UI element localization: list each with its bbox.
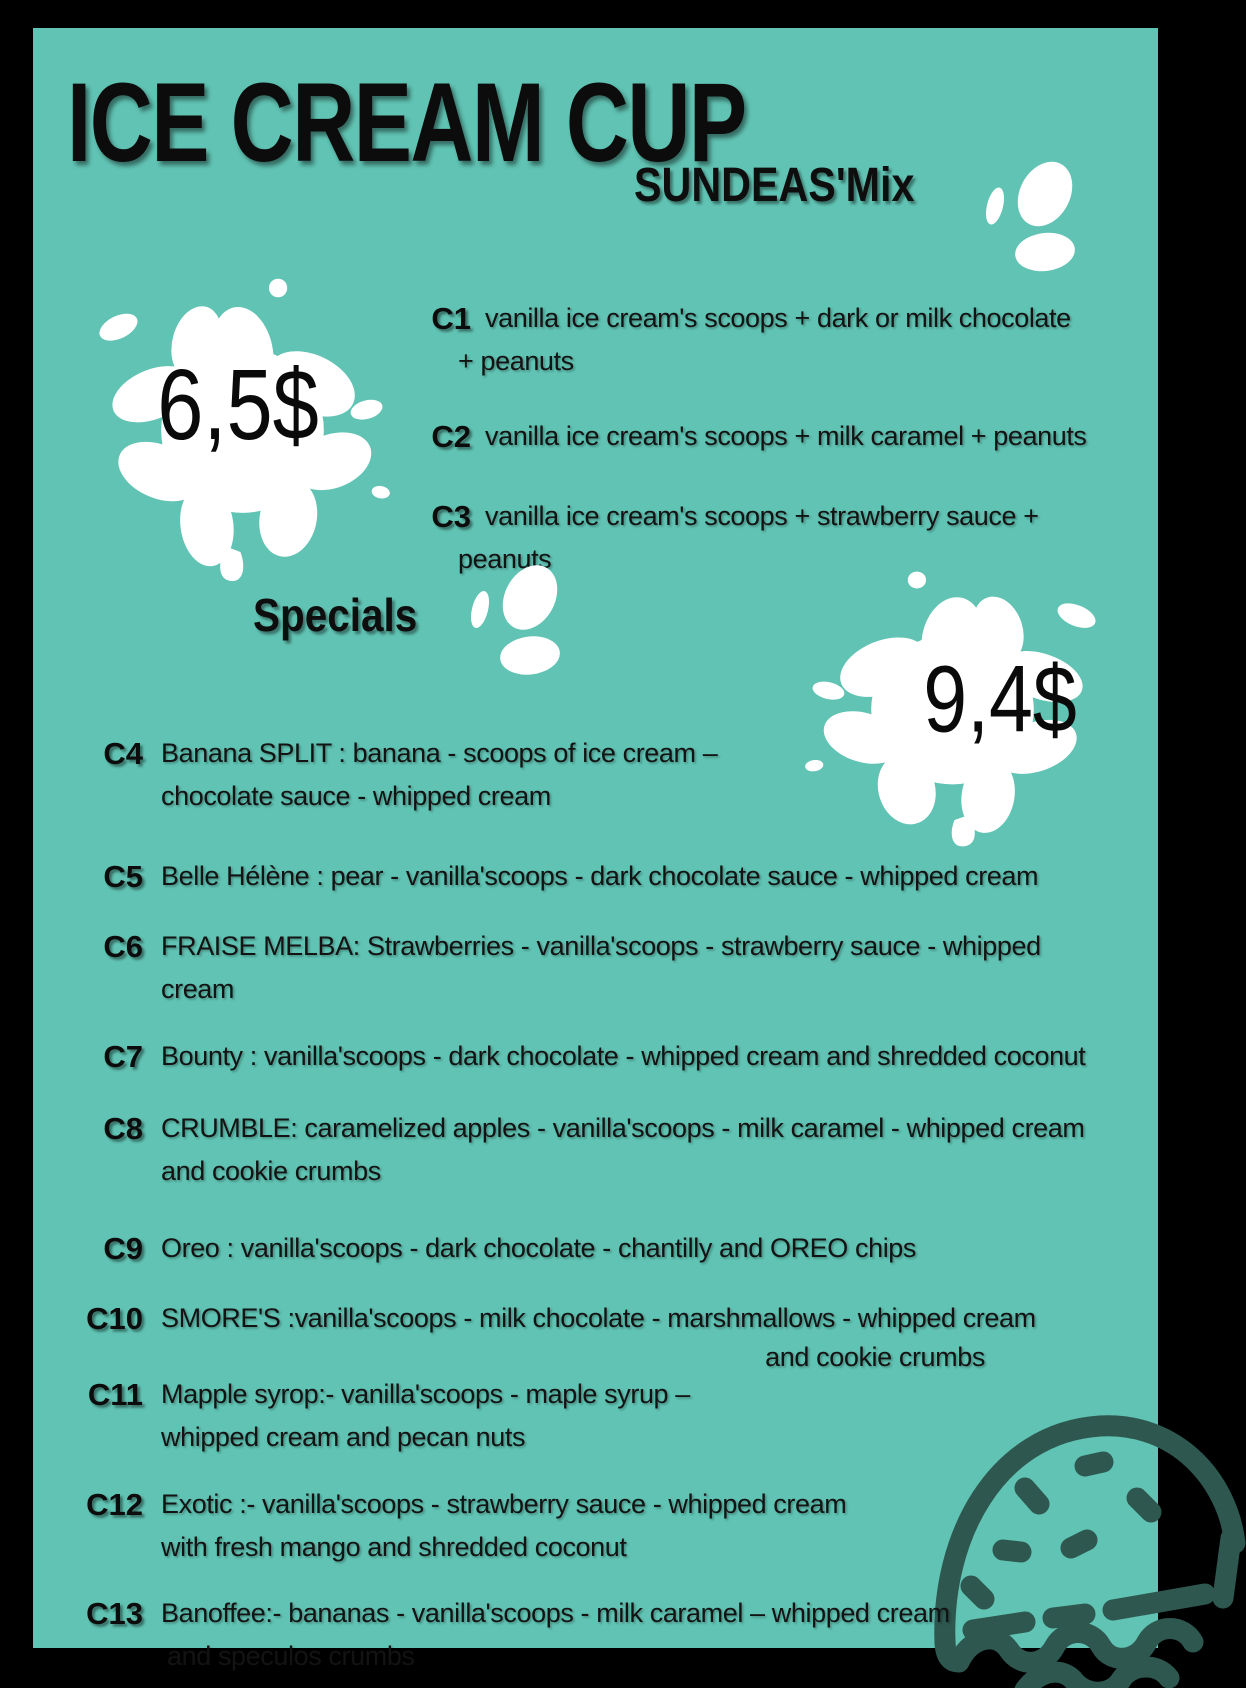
item-description: Bounty : vanilla'scoops - dark chocolate - whipped cream and shredded coconut <box>161 1041 1086 1071</box>
menu-item-c7 <box>79 1035 1085 1078</box>
item-code: C6 <box>103 929 143 964</box>
item-description: vanilla ice cream's scoops + dark or milk chocolate + peanuts <box>458 303 1071 376</box>
menu-item-c5 <box>79 855 1038 898</box>
section-title-sundaes: SUNDEAS'Mix <box>634 159 915 212</box>
item-code: C2 <box>431 419 471 454</box>
item-description: Oreo : vanilla'scoops - dark chocolate - chantilly and OREO chips <box>161 1233 917 1263</box>
price-sundaes: 6,5$ <box>157 349 319 461</box>
page-title: ICE CREAM CUP <box>67 60 746 185</box>
item-description: CRUMBLE: caramelized apples - vanilla'scoops - milk caramel - whipped cream and cookie crumbs <box>161 1113 1085 1186</box>
item-description: vanilla ice cream's scoops + strawberry sauce + peanuts <box>458 501 1039 574</box>
item-description: vanilla ice cream's scoops + milk caramel + peanuts <box>485 421 1087 451</box>
item-description: Exotic :- vanilla'scoops - strawberry sauce - whipped cream with fresh mango and shredded coconut <box>161 1489 847 1562</box>
item-description: Banoffee:- bananas - vanilla'scoops - milk caramel – whipped cream and speculos crumbs <box>161 1598 950 1671</box>
menu-item-c12 <box>79 1483 846 1569</box>
item-description: Mapple syrop:- vanilla'scoops - maple syrup – whipped cream and pecan nuts <box>161 1379 690 1452</box>
item-description: Banana SPLIT : banana - scoops of ice cream – chocolate sauce - whipped cream <box>161 738 718 811</box>
item-code: C3 <box>431 499 471 534</box>
milk-drops-icon <box>468 558 568 686</box>
menu-item-c10 <box>79 1297 1036 1340</box>
price-splat-specials <box>800 550 1105 850</box>
menu-item-c6 <box>79 925 1041 1011</box>
menu-item-c9 <box>79 1227 916 1270</box>
item-code: C7 <box>103 1039 143 1074</box>
item-description: SMORE'S :vanilla'scoops - milk chocolate - marshmallows - whipped cream <box>161 1303 1036 1333</box>
price-specials: 9,4$ <box>923 646 1077 753</box>
menu-item-c1 <box>395 297 1071 383</box>
item-code: C12 <box>86 1487 143 1522</box>
item-code: C9 <box>103 1231 143 1266</box>
item-code: C4 <box>103 736 143 771</box>
item-code: C8 <box>103 1111 143 1146</box>
menu-item-c8 <box>79 1107 1085 1193</box>
milk-drops-icon <box>983 156 1083 281</box>
menu-panel <box>33 28 1158 1671</box>
item-code: C11 <box>87 1377 143 1412</box>
menu-item-c4 <box>79 732 717 818</box>
item-code: C13 <box>86 1596 143 1631</box>
menu-item-c11 <box>79 1373 690 1459</box>
item-code: C1 <box>431 301 471 336</box>
item-description: FRAISE MELBA: Strawberries - vanilla'scoops - strawberry sauce - whipped cream <box>161 931 1041 1004</box>
menu-item-c10-line2: and cookie crumbs <box>765 1342 985 1372</box>
item-description: Belle Hélène : pear - vanilla'scoops - dark chocolate sauce - whipped cream <box>161 861 1039 891</box>
item-code: C10 <box>86 1301 143 1336</box>
menu-item-c2 <box>395 415 1087 458</box>
menu-item-c13 <box>79 1592 950 1678</box>
section-title-specials: Specials <box>253 589 418 641</box>
price-splat-sundaes <box>90 255 395 585</box>
item-code: C5 <box>103 859 143 894</box>
